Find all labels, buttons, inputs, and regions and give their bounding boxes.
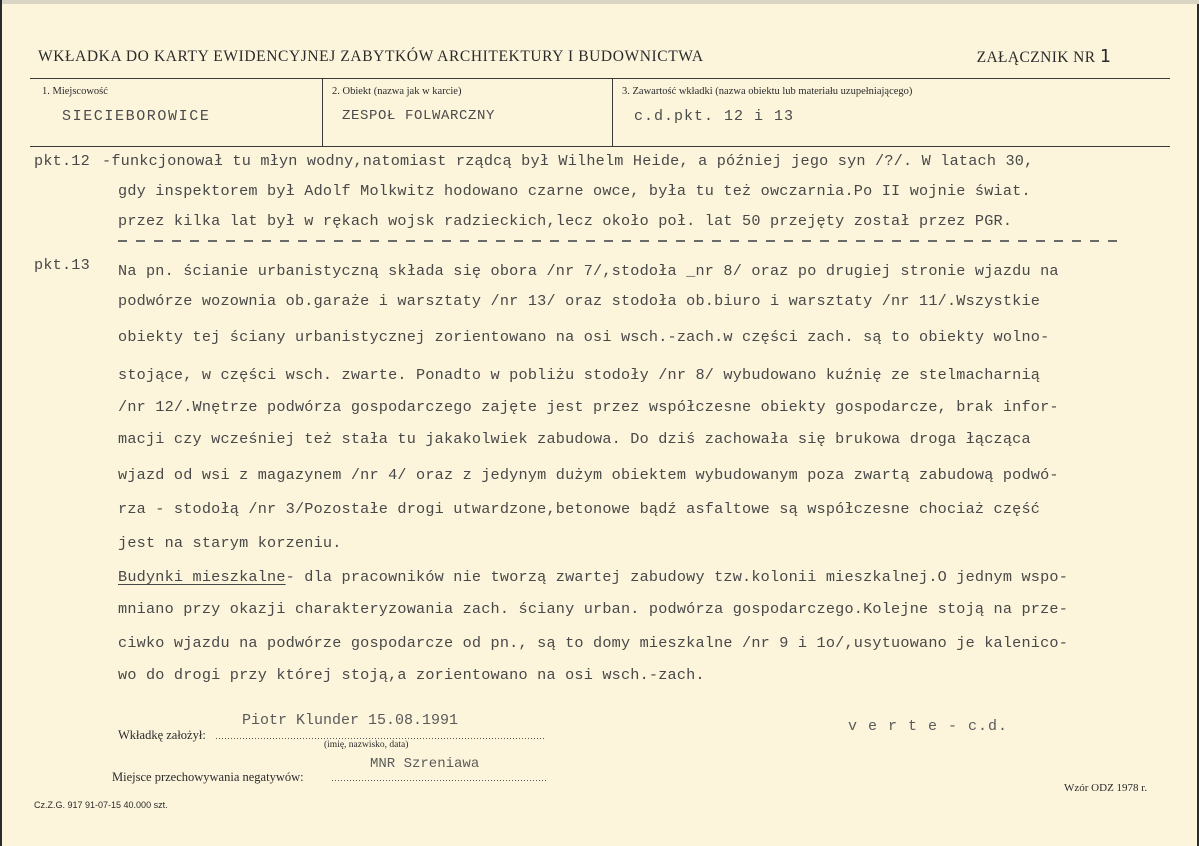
table-top-rule: [30, 78, 1170, 79]
residential-heading: Budynki mieszkalne: [118, 568, 286, 586]
column-divider-1: [322, 78, 323, 146]
negatives-label: Miejsce przechowywania negatywów:: [112, 770, 304, 784]
pkt13-line: jest na starym korzeniu.: [118, 534, 342, 552]
form-title: WKŁADKA DO KARTY EWIDENCYJNEJ ZABYTKÓW ARCHITEKTURY I BUDOWNICTWA: [38, 48, 704, 65]
attachment-label: ZAŁĄCZNIK NR: [976, 49, 1096, 66]
residential-line: wo do drogi przy której stoją,a zorientowano na osi wsch.-zach.: [118, 666, 705, 684]
column-divider-2: [612, 78, 613, 146]
table-bottom-rule: [30, 146, 1170, 147]
content-label: 3. Zawartość wkładki (nazwa obiektu lub materiału uzupełniającego): [622, 86, 913, 97]
pkt13-label: pkt.13: [34, 256, 90, 274]
verte-note: v e r t e - c.d.: [848, 718, 1009, 735]
place-value: SIECIEBOROWICE: [62, 108, 211, 125]
pkt12-label: pkt.12: [34, 152, 90, 170]
section-separator: [118, 240, 1124, 242]
author-dotline: [216, 738, 546, 739]
print-code: Cz.Z.G. 917 91-07-15 40.000 szt.: [34, 800, 168, 810]
form-model: Wzór ODZ 1978 r.: [1064, 782, 1148, 794]
negatives-dotline: [332, 780, 546, 781]
pkt13-line: macji czy wcześniej też stała tu jakakolwiek zabudowa. Do dziś zachowała się brukowa droga łącząca: [118, 430, 1031, 448]
attachment-number: [977, 46, 1111, 67]
pkt12-line: -funkcjonował tu młyn wodny,natomiast rządcą był Wilhelm Heide, a później jego syn /?/. W latach 30,: [102, 152, 1034, 170]
object-label: 2. Obiekt (nazwa jak w karcie): [332, 86, 462, 97]
pkt13-line: wjazd od wsi z magazynem /nr 4/ oraz z jedynym dużym obiektem wybudowanym poza zwartą zabudową podwó-: [118, 466, 1059, 484]
residential-line: ciwko wjazdu na podwórze gospodarcze od pn., są to domy mieszkalne /nr 9 i 1o/,usytuowano je kalenico-: [118, 634, 1069, 652]
pkt12-line: przez kilka lat był w rękach wojsk radzieckich,lecz około poł. lat 50 przejęty został przez PGR.: [118, 212, 1013, 230]
residential-paragraph: [118, 568, 1068, 586]
author-hint: (imię, nazwisko, data): [324, 740, 409, 750]
pkt13-line: /nr 12/.Wnętrze podwórza gospodarczego zajęte jest przez współczesne obiekty gospodarcze, brak infor-: [118, 398, 1059, 416]
object-value: ZESPOŁ FOLWARCZNY: [342, 108, 496, 124]
pkt13-line: obiekty tej ściany urbanistycznej zorientowano na osi wsch.-zach.w części zach. są to obiekty wolno-: [118, 328, 1050, 346]
pkt13-line: podwórze wozownia ob.garaże i warsztaty /nr 13/ oraz stodoła ob.biuro i warsztaty /nr 11/.Wszystkie: [118, 292, 1041, 310]
residential-line: mniano przy okazji charakteryzowania zach. ściany urban. podwórza gospodarczego.Kolejne stoją na prze-: [118, 600, 1069, 618]
pkt13-line: rza - stodołą /nr 3/Pozostałe drogi utwardzone,betonowe bądź asfaltowe są współczesne chociaż część: [118, 500, 1041, 518]
pkt12-line: gdy inspektorem był Adolf Molkwitz hodowano czarne owce, była tu też owczarnia.Po II wojnie świat.: [118, 182, 1031, 200]
negatives-value: MNR Szreniawa: [370, 756, 480, 772]
attachment-value: 1: [1099, 46, 1111, 67]
pkt13-line: stojące, w części wsch. zwarte. Ponadto w pobliżu stodoły /nr 8/ wybudowano kuźnię ze stelmacharnią: [118, 366, 1041, 384]
place-label: 1. Miejscowość: [42, 86, 108, 97]
author-value: Piotr Klunder 15.08.1991: [242, 712, 459, 729]
pkt13-line: Na pn. ścianie urbanistyczną składa się obora /nr 7/,stodoła _nr 8/ oraz po drugiej stronie wjazdu na: [118, 262, 1059, 280]
residential-line: - dla pracowników nie tworzą zwartej zabudowy tzw.kolonii mieszkalnej.O jednym wspo-: [285, 568, 1069, 586]
author-label: Wkładkę założył:: [118, 728, 206, 742]
content-value: c.d.pkt. 12 i 13: [634, 108, 795, 125]
card-top-edge: [2, 0, 1199, 4]
